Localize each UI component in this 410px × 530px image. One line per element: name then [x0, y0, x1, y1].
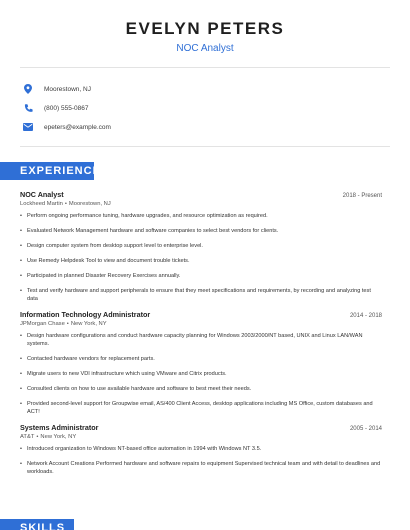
job-bullet: • Use Remedy Helpdesk Tool to view and document trouble tickets.: [20, 257, 382, 265]
location-text: Moorestown, NJ: [44, 85, 91, 93]
job-bullet: • Evaluated Network Management hardware and software companies to select best vendors for clients.: [20, 227, 382, 235]
job-bullet: • Contacted hardware vendors for replacement parts.: [20, 355, 382, 363]
experience-list: [20, 190, 382, 483]
contact-email: [22, 118, 111, 136]
candidate-name: EVELYN PETERS: [125, 19, 285, 38]
candidate-title: NOC Analyst: [176, 43, 234, 54]
job-location: New York, NY: [70, 321, 107, 327]
job-bullet: • Test and verify hardware and support peripherals to ensure that they meet specifications and requirements, by recording and analyzing test data: [20, 287, 382, 303]
section-experience-heading: EXPERIENCE: [0, 162, 94, 180]
job-bullet: • Network Account Creations Performed hardware and software repairs to equipment Supervised technical team and with detail to deadlines and workloads.: [20, 460, 382, 476]
job-bullets: [20, 212, 382, 303]
job-company-line: JPMorgan Chase • New York, NY: [20, 321, 107, 327]
phone-text: (800) 555-0867: [44, 104, 89, 112]
job-bullet: • Design computer system from desktop support level to enterprise level.: [20, 242, 382, 250]
contact-phone: [22, 99, 111, 117]
job-bullet: • Provided second-level support for Groupwise email, AS/400 Client Access, desktop applications including MS Office, custom databases and ACT!: [20, 400, 382, 416]
job-entry: [20, 310, 382, 416]
header-divider: [20, 67, 390, 68]
job-title: NOC Analyst: [20, 190, 64, 199]
job-bullet: • Perform ongoing performance tuning, hardware upgrades, and resource optimization as required.: [20, 212, 382, 220]
job-title: Systems Administrator: [20, 423, 99, 432]
job-bullet: • Participated in planned Disaster Recovery Exercises annually.: [20, 272, 382, 280]
job-dates: 2005 - 2014: [349, 426, 382, 432]
job-bullet: • Introduced organization to Windows NT-based office automation in 1994 with Windows NT 3.5.: [20, 445, 382, 453]
job-entry: [20, 190, 382, 303]
job-company-line: Lockheed Martin • Moorestown, NJ: [20, 201, 111, 207]
job-title: Information Technology Administrator: [20, 310, 151, 319]
email-icon: [22, 121, 34, 133]
contact-block: [22, 80, 111, 137]
section-skills-heading: SKILLS: [0, 519, 74, 530]
location-pin-icon: [22, 83, 34, 95]
job-dates: 2018 - Present: [342, 193, 382, 199]
job-bullets: [20, 445, 382, 476]
job-bullet: • Migrate users to new VDI infrastructure which using VMware and Citrix products.: [20, 370, 382, 378]
job-location: New York, NY: [40, 434, 77, 440]
job-company: JPMorgan Chase: [20, 321, 65, 327]
contact-location: [22, 80, 111, 98]
job-company-line: AT&T • New York, NY: [20, 434, 77, 440]
job-company: Lockheed Martin: [20, 201, 63, 207]
job-location: Moorestown, NJ: [68, 201, 111, 207]
contact-divider: [20, 146, 390, 147]
job-company: AT&T: [20, 434, 35, 440]
email-text: epeters@example.com: [44, 123, 111, 131]
job-dates: 2014 - 2018: [349, 313, 382, 319]
job-entry: [20, 423, 382, 476]
job-bullets: [20, 332, 382, 416]
job-bullet: • Consulted clients on how to use available hardware and software to best meet their needs.: [20, 385, 382, 393]
job-bullet: • Design hardware configurations and conduct hardware capacity planning for Windows 2003/2000/NT based, UNIX and Linux LAN/WAN systems.: [20, 332, 382, 348]
resume-header: [0, 0, 410, 55]
phone-icon: [22, 102, 34, 114]
